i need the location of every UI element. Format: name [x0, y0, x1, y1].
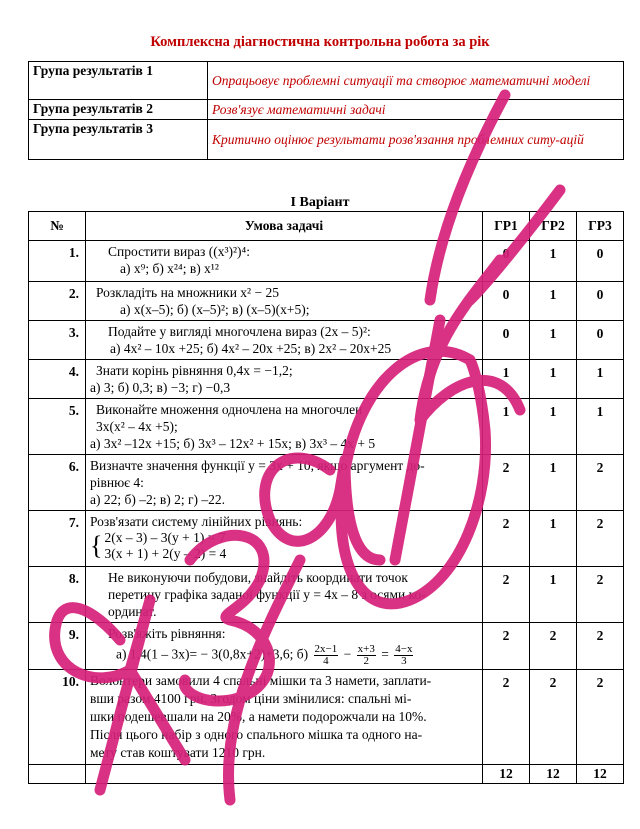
col-gr2-header: ГР2 — [530, 212, 577, 241]
score-gr3: 2 — [577, 455, 624, 511]
score-gr2: 1 — [530, 455, 577, 511]
col-number-header: № — [29, 212, 86, 241]
total-gr2: 12 — [530, 765, 577, 784]
task-options: а) 4x² – 10x +25; б) 4x² – 20x +25; в) 2x² – 20x+25 — [110, 341, 392, 356]
task-condition — [86, 321, 483, 360]
result-groups-table — [28, 61, 624, 160]
page-title: Комплексна діагностична контрольна робота за рік — [150, 34, 490, 50]
group-label: Група результатів 2 — [29, 100, 208, 120]
task-equations: а) 1,4(1 – 3x)= − 3(0,8x+2)+3,6; б) $\frac{2x-1}{4}$ − $\frac{x+3}{2}$ = $\frac{4-x}{3}$ — [116, 643, 413, 667]
task-text: Знати корінь рівняння 0,4x = −1,2; — [96, 363, 293, 378]
task-condition — [86, 282, 483, 321]
totals-row — [29, 765, 624, 784]
score-gr1: 1 — [483, 399, 530, 455]
group-row — [29, 100, 624, 120]
task-row — [29, 455, 624, 511]
task-row — [29, 623, 624, 670]
group-row — [29, 120, 624, 160]
score-gr2: 1 — [530, 282, 577, 321]
score-gr1: 0 — [483, 241, 530, 282]
score-gr1: 2 — [483, 455, 530, 511]
score-gr1: 2 — [483, 567, 530, 623]
group-value: Розв'язує математичні задачі — [208, 100, 624, 120]
task-number: 2. — [29, 282, 86, 321]
task-number: 10. — [29, 670, 86, 765]
task-condition — [86, 241, 483, 282]
group-label: Група результатів 1 — [29, 62, 208, 100]
score-gr1: 2 — [483, 511, 530, 567]
task-number: 3. — [29, 321, 86, 360]
task-number: 9. — [29, 623, 86, 670]
score-gr2: 2 — [530, 670, 577, 765]
task-row — [29, 241, 624, 282]
score-gr1: 2 — [483, 670, 530, 765]
group-row — [29, 62, 624, 100]
score-gr3: 1 — [577, 399, 624, 455]
task-text: Після цього набір з одного спального мішка та одного на- — [90, 727, 423, 742]
denominator: 2 — [363, 655, 369, 667]
total-gr1: 12 — [483, 765, 530, 784]
task-row — [29, 282, 624, 321]
fraction — [357, 644, 376, 667]
task-row — [29, 399, 624, 455]
task-number: 6. — [29, 455, 86, 511]
brace-icon: { — [90, 531, 103, 560]
task-text: Визначте значення функції y = 3x + 10, якщо аргумент до- — [90, 458, 425, 473]
task-condition — [86, 511, 483, 567]
task-condition — [86, 399, 483, 455]
task-condition — [86, 623, 483, 670]
denominator: 3 — [401, 655, 407, 667]
score-gr3: 0 — [577, 241, 624, 282]
col-gr1-header: ГР1 — [483, 212, 530, 241]
task-text: перетину графіка заданої функції y = 4x – 8 з осями ко- — [108, 587, 426, 602]
score-gr1: 0 — [483, 282, 530, 321]
task-row — [29, 360, 624, 399]
fraction — [314, 644, 339, 667]
numerator: x+3 — [357, 643, 375, 655]
task-text: Розв'язати систему лінійних рівнянь: — [90, 514, 303, 529]
equation-a: а) 1,4(1 – 3x)= − 3(0,8x+2)+3,6; б) — [116, 646, 309, 662]
task-text: Подайте у вигляді многочлена вираз (2x – 5)²: — [108, 324, 371, 339]
task-text: Волонтери замовили 4 спальні мішки та 3 намети, заплати- — [90, 673, 432, 688]
task-options: а) 22; б) –2; в) 2; г) –22. — [90, 492, 226, 507]
task-condition — [86, 670, 483, 765]
fraction — [394, 644, 413, 667]
task-text: вши разом 4100 грн. Згодом ціни змінилися: спальні мі- — [90, 691, 412, 706]
task-row — [29, 567, 624, 623]
task-text: Виконайте множення одночлена на многочлен — [96, 402, 363, 417]
score-gr3: 2 — [577, 511, 624, 567]
score-gr3: 1 — [577, 360, 624, 399]
task-number: 1. — [29, 241, 86, 282]
task-condition — [86, 455, 483, 511]
task-text: мету став коштувати 1210 грн. — [90, 745, 266, 760]
numerator: 4−x — [395, 643, 413, 655]
tasks-table — [28, 211, 624, 784]
score-gr1: 0 — [483, 321, 530, 360]
col-gr3-header: ГР3 — [577, 212, 624, 241]
score-gr2: 1 — [530, 241, 577, 282]
task-row — [29, 321, 624, 360]
score-gr2: 1 — [530, 567, 577, 623]
task-row — [29, 670, 624, 765]
task-text: Не виконуючи побудови, знайдіть координати точок — [108, 570, 408, 585]
task-condition — [86, 567, 483, 623]
task-text: Спростити вираз ((x³)²)⁴: — [108, 244, 251, 259]
score-gr3: 0 — [577, 282, 624, 321]
group-value: Критично оцінює результати розв'язання проблемних ситу-ацій — [208, 120, 624, 160]
score-gr3: 2 — [577, 567, 624, 623]
task-options: а) x(x–5); б) (x–5)²; в) (x–5)(x+5); — [120, 302, 310, 317]
task-number: 7. — [29, 511, 86, 567]
group-label: Група результатів 3 — [29, 120, 208, 160]
variant-heading: І Варіант — [290, 195, 350, 210]
score-gr2: 1 — [530, 321, 577, 360]
task-row — [29, 511, 624, 567]
totals-empty — [29, 765, 86, 784]
score-gr1: 2 — [483, 623, 530, 670]
score-gr2: 1 — [530, 511, 577, 567]
equation-line: 3(x + 1) + 2(y – 2) = 4 — [104, 546, 227, 561]
denominator: 4 — [323, 655, 329, 667]
task-condition — [86, 360, 483, 399]
header-row — [29, 212, 624, 241]
score-gr2: 1 — [530, 360, 577, 399]
task-text: 3x(x² – 4x +5); — [96, 419, 178, 434]
task-options: а) x⁹; б) x²⁴; в) x¹² — [120, 261, 219, 276]
task-number: 5. — [29, 399, 86, 455]
score-gr2: 1 — [530, 399, 577, 455]
score-gr3: 2 — [577, 670, 624, 765]
task-text: шки подешевшали на 20%, а намети подорожчали на 10%. — [90, 709, 427, 724]
numerator: 2x−1 — [314, 643, 338, 655]
task-number: 4. — [29, 360, 86, 399]
task-text: рівнює 4: — [90, 475, 144, 490]
equation-system — [90, 530, 478, 562]
system-lines — [104, 530, 226, 562]
score-gr3: 2 — [577, 623, 624, 670]
total-gr3: 12 — [577, 765, 624, 784]
totals-empty — [86, 765, 483, 784]
score-gr3: 0 — [577, 321, 624, 360]
task-options: а) 3; б) 0,3; в) −3; г) −0,3 — [90, 380, 231, 395]
col-condition-header: Умова задачі — [86, 212, 483, 241]
task-options: а) 3x² –12x +15; б) 3x³ – 12x² + 15x; в) 3x³ – 4x + 5 — [90, 436, 376, 451]
task-text: ординат. — [108, 604, 157, 619]
score-gr1: 1 — [483, 360, 530, 399]
group-value: Опрацьовує проблемні ситуації та створює математичні моделі — [208, 62, 624, 100]
task-number: 8. — [29, 567, 86, 623]
equation-line: 2(x – 3) – 3(y + 1) = 7 — [104, 530, 226, 545]
task-text: Розкладіть на множники x² − 25 — [96, 285, 279, 300]
task-text: Розв'яжіть рівняння: — [108, 626, 226, 641]
score-gr2: 2 — [530, 623, 577, 670]
